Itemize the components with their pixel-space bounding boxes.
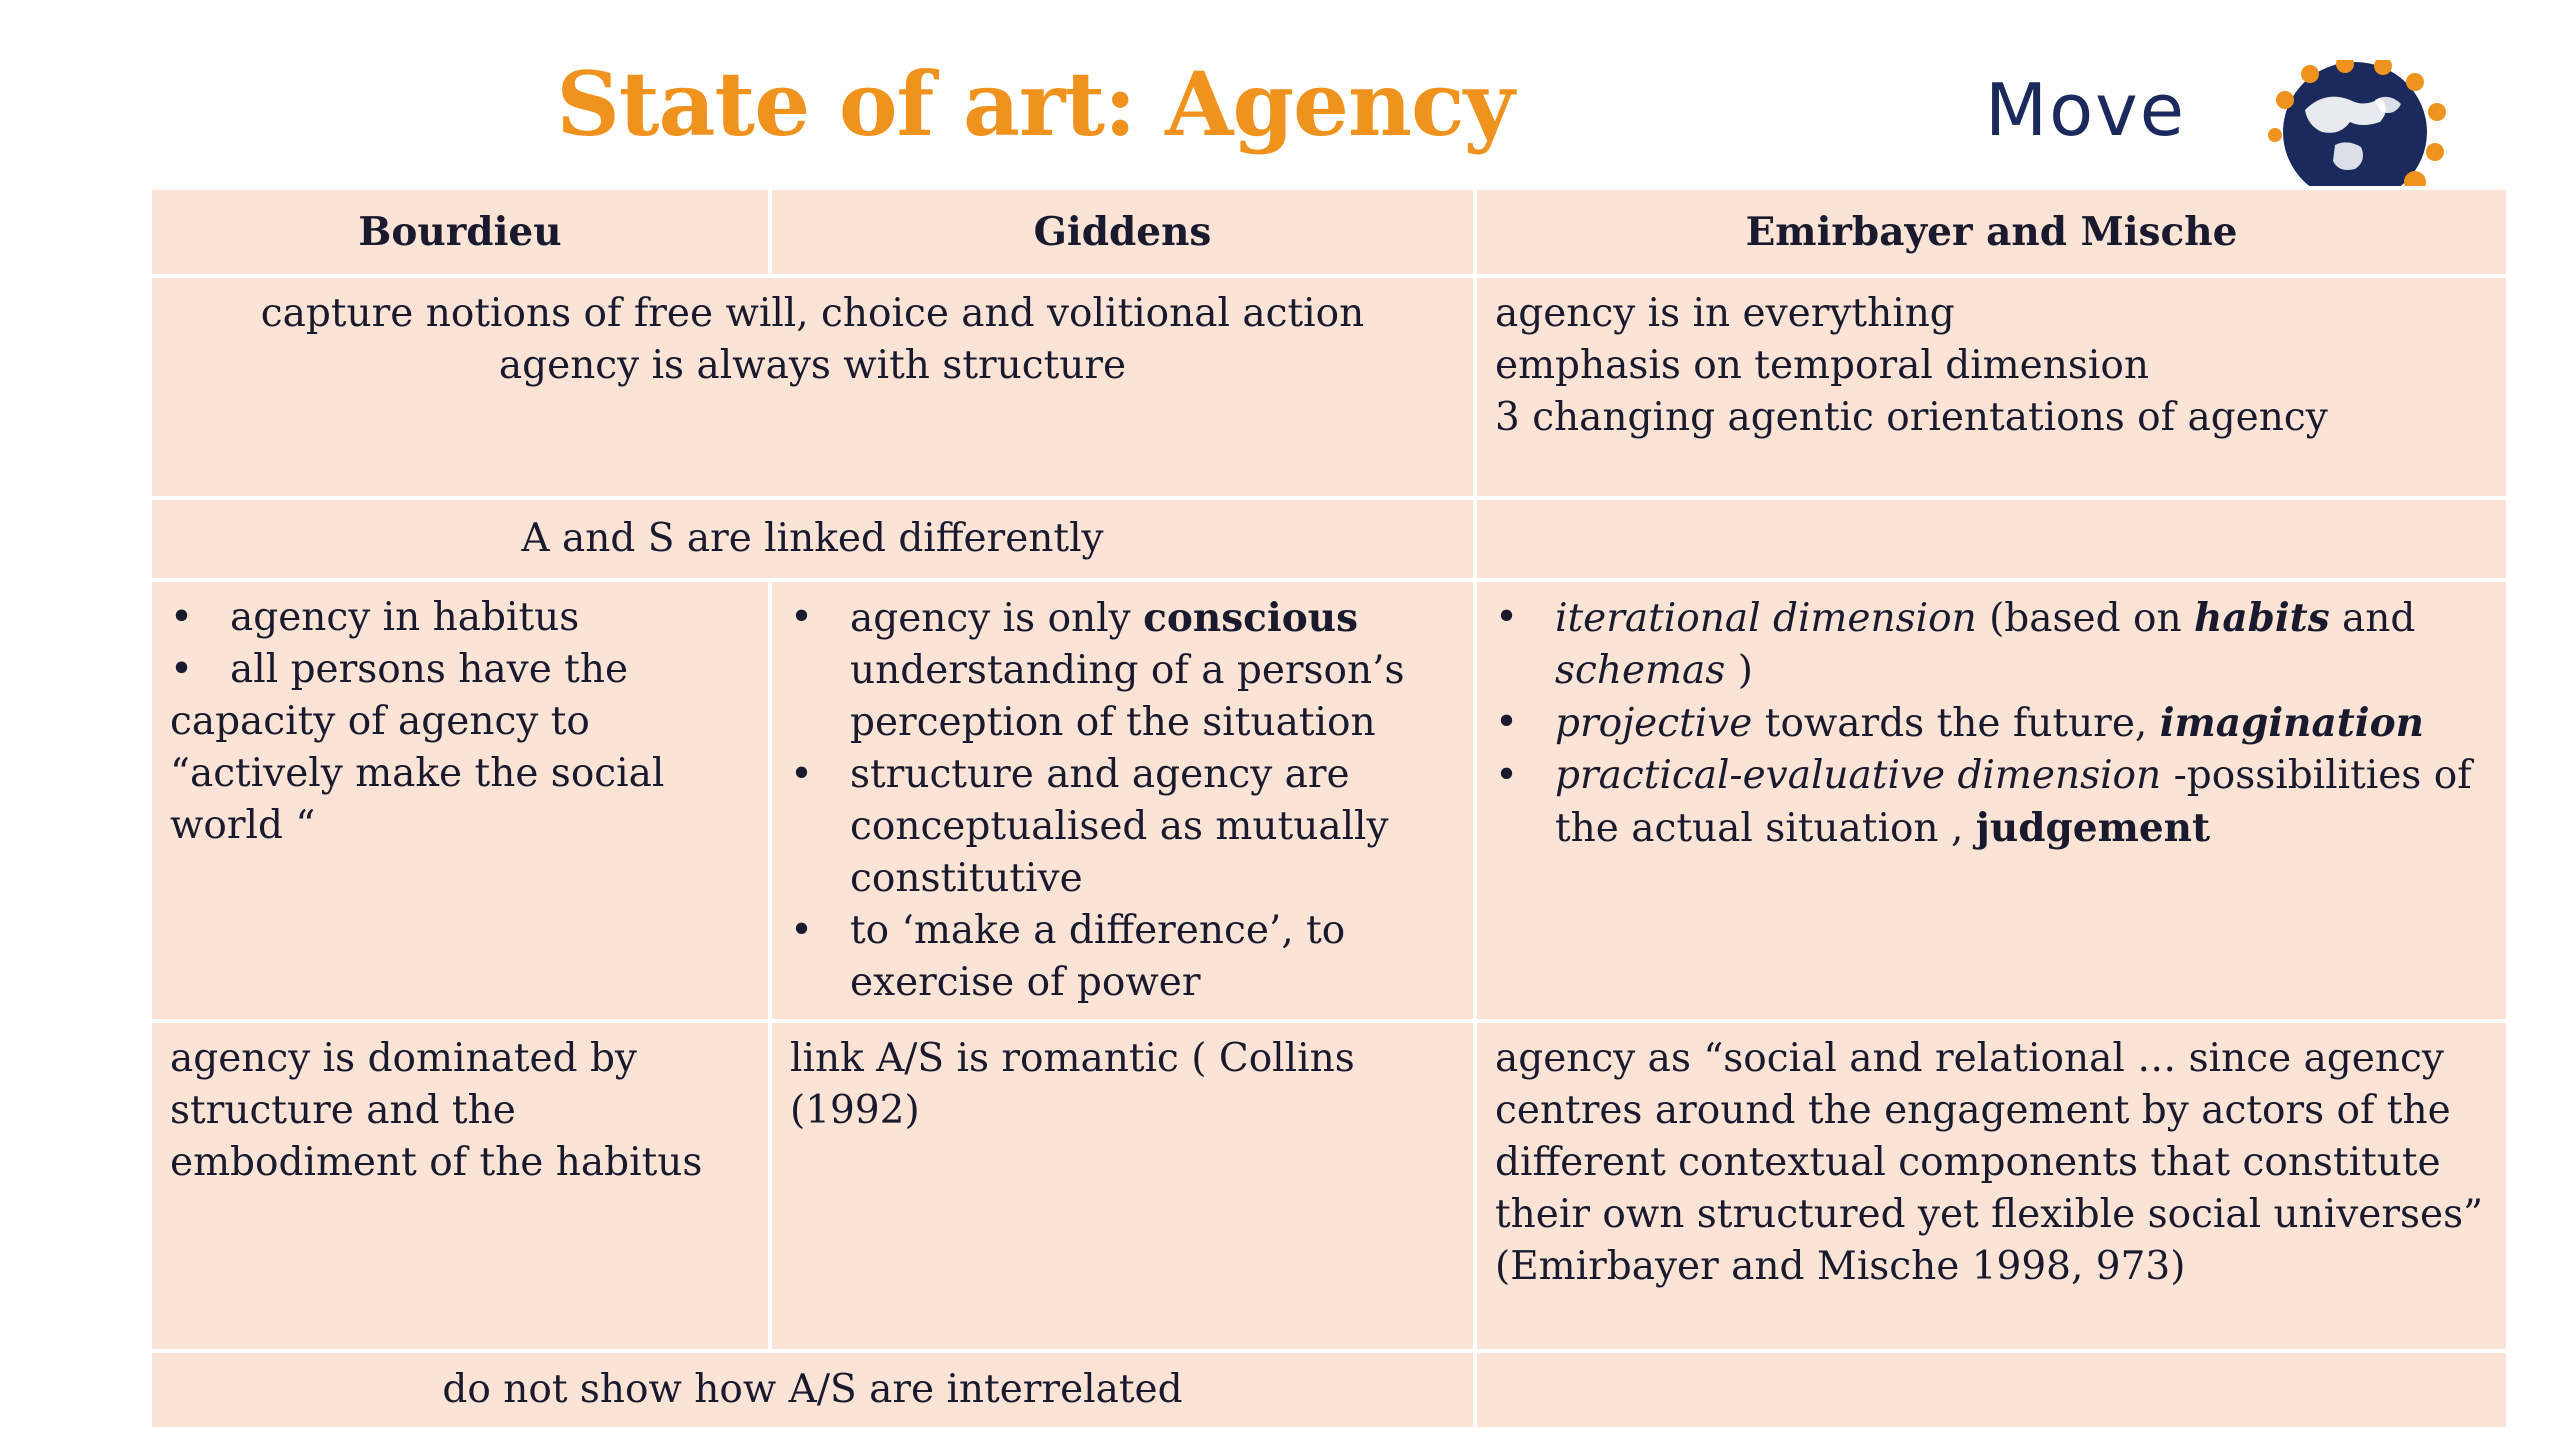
- emir-b1-bold-italic: habits: [2193, 595, 2330, 641]
- emir-b2-bold-italic: imagination: [2159, 700, 2424, 746]
- row4-emirbayer-cell: agency as “social and relational … since agency centres around the engagement by actors of the different contextual components that constitute their own structured yet flexible social universes” (Emirbayer and Mische 1998, 973): [1475, 1021, 2508, 1351]
- row1-left-line: agency is always with structure: [498, 343, 1127, 388]
- emir-b3-bold: judgement: [1975, 805, 2211, 851]
- giddens-b1-post: understanding of a person’s perception of the situation: [850, 648, 1405, 745]
- table-row: [150, 580, 2508, 1021]
- bourdieu-bullet-2: all persons have the: [230, 647, 629, 692]
- bourdieu-bullet-1: agency in habitus: [230, 595, 580, 640]
- header-row: [150, 188, 2508, 276]
- table-row: [150, 1021, 2508, 1351]
- giddens-b1-bold: conscious: [1143, 595, 1359, 641]
- emirbayer-cell: [1475, 580, 2508, 1021]
- row4-bourdieu-cell: agency is dominated by structure and the embodiment of the habitus: [150, 1021, 770, 1351]
- emir-b3-mid: -possibilities of the actual situation ,: [1555, 753, 2472, 851]
- emir-b1-end: ): [1725, 648, 1753, 693]
- header-emirbayer: Emirbayer and Mische: [1475, 188, 2508, 276]
- agency-table: [148, 186, 2506, 1425]
- list-item: [1495, 750, 2488, 855]
- list-item: [1495, 697, 2488, 750]
- slide-title: State of art: Agency: [556, 52, 1514, 156]
- emir-b1-italic: iterational dimension: [1555, 596, 1977, 641]
- header-bourdieu: Bourdieu: [150, 188, 770, 276]
- logo-text: Move: [1985, 68, 2187, 152]
- emir-b1-and: and: [2329, 596, 2416, 641]
- list-item: • • agency in habitus: [170, 592, 750, 644]
- row1-right-cell: [1475, 276, 2508, 498]
- emir-b3-italic: practical-evaluative dimension: [1555, 753, 2162, 798]
- list-item: • to ‘make a difference’, to exercise of power: [790, 905, 1455, 1009]
- list-item: [1495, 592, 2488, 697]
- table-row: [150, 1351, 2508, 1429]
- list-item: • • all persons have the capacity of agency to “actively make the social world “: [170, 644, 750, 852]
- row1-left-line: capture notions of free will, choice and volitional action: [260, 291, 1365, 336]
- bourdieu-cell: [150, 580, 770, 1021]
- row1-left-cell: [150, 276, 1475, 498]
- table-row: [150, 498, 2508, 580]
- table-row: [150, 276, 2508, 498]
- row5-right-cell: [1475, 1351, 2508, 1429]
- emir-b2-italic: projective: [1555, 701, 1753, 746]
- giddens-cell: [770, 580, 1475, 1021]
- row1-right-line: agency is in everything: [1495, 291, 1955, 336]
- giddens-b1-text: agency is only: [850, 596, 1144, 641]
- emir-b2-mid: towards the future,: [1752, 701, 2160, 746]
- list-item: [790, 592, 1455, 749]
- emir-b1-mid: (based on: [1976, 596, 2194, 641]
- row5-left-cell: do not show how A/S are interrelated: [150, 1351, 1475, 1429]
- header-giddens: Giddens: [770, 188, 1475, 276]
- row2-left-cell: A and S are linked differently: [150, 498, 1475, 580]
- row1-right-line: 3 changing agentic orientations of agency: [1495, 395, 2328, 440]
- row4-giddens-cell: link A/S is romantic ( Collins (1992): [770, 1021, 1475, 1351]
- bourdieu-continuation: capacity of agency to “actively make the social world “: [170, 699, 665, 848]
- row1-right-line: emphasis on temporal dimension: [1495, 343, 2149, 388]
- emir-b1-italic-2: schemas: [1555, 648, 1726, 693]
- list-item: • structure and agency are conceptualised as mutually constitutive: [790, 749, 1455, 905]
- row2-right-cell: [1475, 498, 2508, 580]
